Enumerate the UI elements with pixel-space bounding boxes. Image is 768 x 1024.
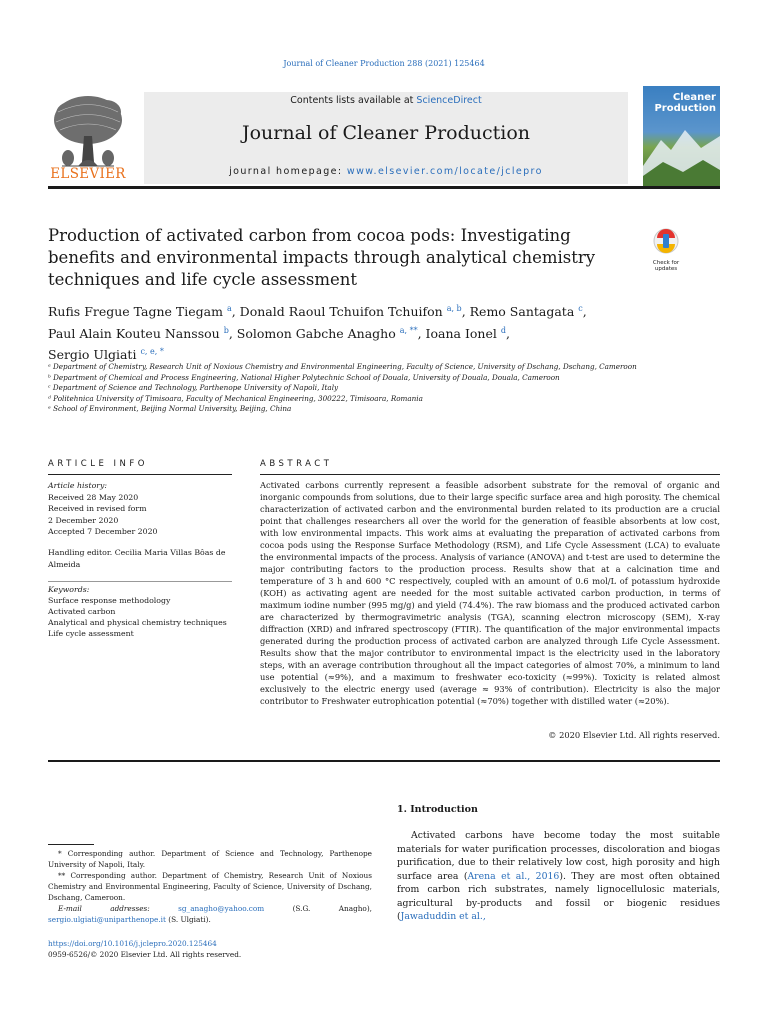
affiliation-list bbox=[48, 362, 720, 415]
email-link[interactable]: sergio.ulgiati@uniparthenope.it bbox=[48, 915, 166, 924]
footnotes bbox=[48, 848, 372, 925]
journal-header bbox=[48, 92, 720, 184]
abstract-heading: ABSTRACT bbox=[260, 459, 333, 469]
author-separator: , bbox=[505, 325, 510, 341]
homepage-link[interactable]: www.elsevier.com/locate/jclepro bbox=[346, 166, 543, 177]
email-note bbox=[48, 903, 372, 925]
history-item: 2 December 2020 bbox=[48, 515, 119, 525]
author-name: Sergio Ulgiati bbox=[48, 347, 137, 363]
author-separator: , bbox=[582, 304, 587, 320]
journal-citation[interactable]: Journal of Cleaner Production 288 (2021) 125464 bbox=[283, 59, 485, 68]
article-info-heading: ARTICLE INFO bbox=[48, 459, 148, 469]
history-label: Article history: bbox=[48, 481, 108, 490]
crossmark-line1: Check for bbox=[652, 260, 680, 266]
keywords-rule bbox=[48, 581, 232, 582]
intro-text: Activated carbons have become today the most suitable materials for water purification processes, discoloration and biogas purification, due to their relatively low cost, high porosity and high surface area ( bbox=[397, 830, 720, 882]
journal-cover-image[interactable] bbox=[643, 86, 720, 188]
affiliation-item: ᵈ Politehnica University of Timisoara, Faculty of Mechanical Engineering, 300222, Timisoara, Romania bbox=[48, 393, 423, 403]
keyword-item: Activated carbon bbox=[48, 607, 116, 616]
header-rule bbox=[48, 186, 720, 189]
doi-block bbox=[48, 938, 372, 960]
author-affiliation-mark[interactable]: a, b bbox=[446, 304, 462, 313]
reference-link[interactable]: Jawaduddin et al., bbox=[400, 911, 486, 922]
author-affiliation-mark[interactable]: a, ** bbox=[399, 325, 418, 335]
affiliation-item: ᵉ School of Environment, Beijing Normal University, Beijing, China bbox=[48, 404, 292, 413]
journal-header-box bbox=[144, 92, 628, 184]
author-affiliation-mark[interactable]: b bbox=[223, 325, 229, 335]
author-name: Rufis Fregue Tagne Tiegam bbox=[48, 304, 223, 320]
article-info-rule bbox=[48, 474, 232, 475]
author-name: Solomon Gabche Anagho bbox=[236, 325, 396, 341]
keyword-item: Analytical and physical chemistry techniques bbox=[48, 618, 227, 627]
intro-text: ). They are most often obtained from carbon rich substrates, namely lignocellulosic materials, agricultural by-products and fossil or biogenic residues ( bbox=[397, 870, 720, 922]
article-title: Production of activated carbon from cocoa pods: Investigating benefits and environmental impacts through analytical chemistry techniques and life cycle assessment bbox=[48, 226, 596, 289]
author-affiliation-mark[interactable]: c bbox=[578, 304, 583, 313]
homepage-prefix: journal homepage: bbox=[229, 166, 347, 177]
homepage-line bbox=[144, 166, 628, 177]
author-name: Ioana Ionel bbox=[425, 325, 497, 341]
keywords-list bbox=[48, 584, 232, 639]
author-separator: , bbox=[228, 325, 237, 341]
check-for-updates-badge[interactable] bbox=[646, 228, 686, 272]
introduction-paragraph bbox=[397, 829, 720, 924]
keyword-item: Surface response methodology bbox=[48, 596, 171, 605]
front-matter-rule bbox=[48, 760, 720, 762]
affiliation-item: ᵇ Department of Chemical and Process Engineering, National Higher Polytechnic School of Douala, University of Douala, Douala, Cameroon bbox=[48, 372, 560, 382]
issn-line: 0959-6526/© 2020 Elsevier Ltd. All rights reserved. bbox=[48, 950, 242, 959]
cover-title bbox=[646, 92, 716, 114]
elsevier-wordmark: ELSEVIER bbox=[50, 166, 126, 182]
email-label: E-mail addresses: bbox=[58, 904, 179, 913]
corresponding-author-note: ** Corresponding author. Department of Chemistry, Research Unit of Noxious Chemistry and Environmental Engineering, Faculty of Science, University of Dschang, Dschang, Cameroon. bbox=[48, 871, 372, 902]
handling-editor: Handling editor. Cecilia Maria Villas Bôas de Almeida bbox=[48, 548, 226, 569]
author-separator: , bbox=[417, 325, 426, 341]
crossmark-line2: updates bbox=[654, 266, 678, 272]
author-affiliation-mark[interactable]: c, e, * bbox=[140, 347, 164, 357]
article-history bbox=[48, 480, 232, 538]
contents-line bbox=[144, 95, 628, 106]
author-separator: , bbox=[231, 304, 240, 320]
author-name: Donald Raoul Tchuifon Tchuifon bbox=[239, 304, 443, 320]
email-link[interactable]: sg_anagho@yahoo.com bbox=[178, 904, 265, 913]
affiliation-item: ᶜ Department of Science and Technology, Parthenope University of Napoli, Italy bbox=[48, 383, 339, 392]
crossmark-icon bbox=[646, 228, 686, 256]
history-item: Received 28 May 2020 bbox=[48, 492, 139, 502]
author-separator: , bbox=[461, 304, 470, 320]
author-affiliation-mark[interactable]: a bbox=[226, 304, 232, 313]
reference-link[interactable]: Arena et al., 2016 bbox=[467, 870, 560, 882]
author-affiliation-mark[interactable]: d bbox=[500, 325, 506, 335]
author-name: Remo Santagata bbox=[469, 304, 575, 320]
doi-link[interactable]: https://doi.org/10.1016/j.jclepro.2020.125464 bbox=[48, 939, 217, 948]
keywords-label: Keywords: bbox=[48, 585, 90, 594]
history-item: Accepted 7 December 2020 bbox=[48, 527, 158, 536]
journal-title: Journal of Cleaner Production bbox=[241, 122, 531, 144]
footnote-rule bbox=[48, 844, 94, 845]
author-list bbox=[48, 300, 668, 365]
author-name: Paul Alain Kouteu Nanssou bbox=[48, 325, 220, 341]
contents-prefix: Contents lists available at bbox=[290, 95, 417, 106]
cover-title-line2: Production bbox=[654, 103, 716, 114]
corresponding-author-note: * Corresponding author. Department of Science and Technology, Parthenope University of Napoli, Italy. bbox=[48, 849, 372, 869]
affiliation-item: ᵃ Department of Chemistry, Research Unit of Noxious Chemistry and Environmental Engineering, Faculty of Science, University of Dschang, Dschang, Cameroon bbox=[48, 362, 637, 371]
email-owner: (S. Ulgiati). bbox=[165, 915, 211, 924]
cover-title-line1: Cleaner bbox=[672, 92, 716, 103]
email-owner: (S.G. Anagho), bbox=[264, 904, 372, 913]
mountain-icon bbox=[643, 126, 720, 188]
abstract-text: Activated carbons currently represent a feasible adsorbent substrate for the removal of organic and inorganic compounds from solutions, due to their large specific surface area and high porosity. The chemical characterization of activated carbon and the environmental burden related to its production are a crucial point that challenges researchers all over the world for the generation of feasible absorbents at low cost, with low environmental impacts. This work aims at evaluating the preparation of activated carbons from cocoa pods using the Response Surface Methodology (RSM), and Life Cycle Assessment (LCA) to evaluate the environmental impacts of the process. Analysis of variance (ANOVA) and t-test are used to determine the major contributing factors to the production process. Results show that at a calcination time and temperature of 3 h and 600 °C respectively, coupled with an amount of 0.6 mol/L of potassium hydroxide (KOH) as activating agent are needed for the most suitable activated carbon production, in terms of maximum iodine number (995 mg/g) and yield (74.4%). The raw biomass and the produced activated carbon are characterized by thermogravimetric analysis (TGA), scanning electron microscopy (SEM), X-ray diffraction (XRD) and infrared spectroscopy (FTIR). The quantification of the major environmental impacts generated during the production process of activated carbon are analyzed through Life Cycle Assessment. Results show that the major contributor to environmental impact is the electricity used in the laboratory steps, with an average contribution throughout all the impact categories of almost 70%, a minimum to land use potential (≈9%), and a maximum to freshwater eco-toxicity (≈99%). Toxicity is related almost exclusively to the electric energy used (average ≈ 93% of contribution). Electricity is also the major contributor to Freshwater eutrophication potential (≈70%) together with distilled water (≈20%). bbox=[260, 480, 720, 706]
history-item: Received in revised form bbox=[48, 504, 147, 513]
abstract-rule bbox=[260, 474, 720, 475]
abstract-copyright: © 2020 Elsevier Ltd. All rights reserved. bbox=[548, 730, 720, 740]
sciencedirect-link[interactable]: ScienceDirect bbox=[416, 95, 482, 106]
keyword-item: Life cycle assessment bbox=[48, 629, 134, 638]
introduction-heading: 1. Introduction bbox=[397, 804, 478, 815]
elsevier-tree-logo[interactable] bbox=[48, 92, 128, 184]
